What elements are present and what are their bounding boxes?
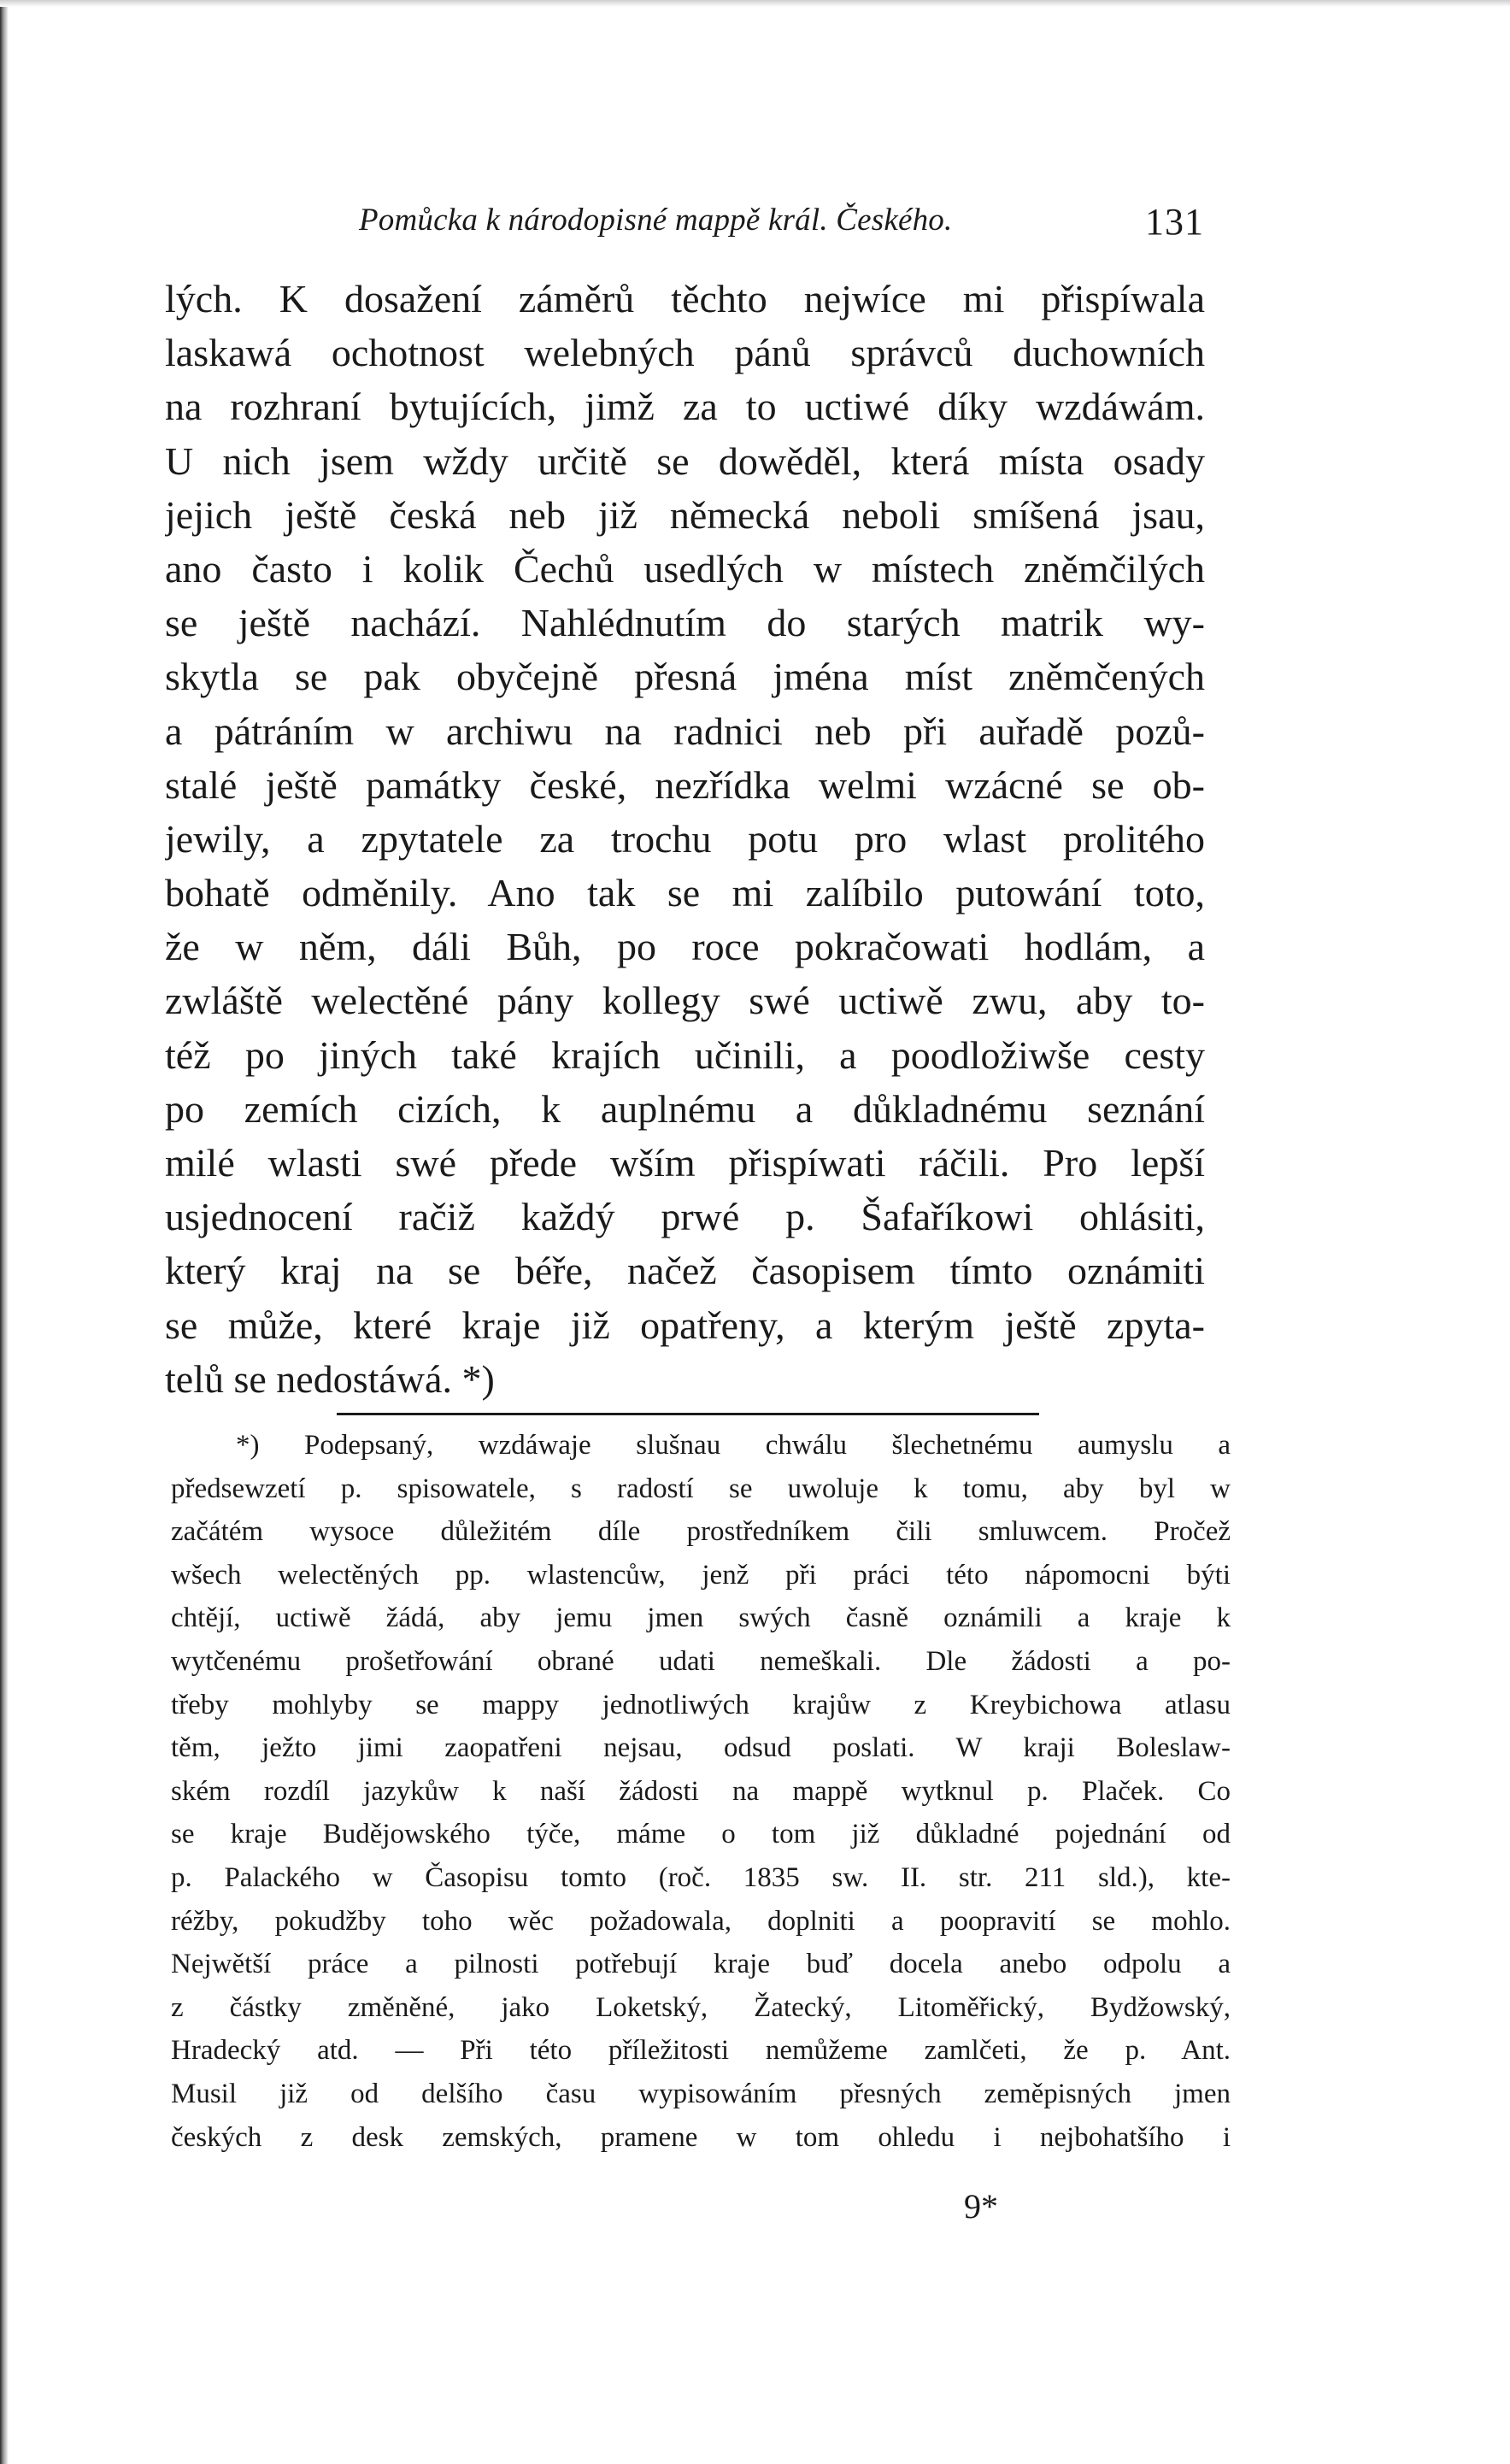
body-line: laskawá ochotnost welebných pánů správců duchowních [165,331,1205,375]
footnote-line: Hradecký atd. — Při této příležitosti nemůžeme zamlčeti, že p. Ant. [171,2035,1231,2067]
scan-edge-left [0,0,9,2464]
body-line: milé wlasti swé přede wším přispíwati ráčili. Pro lepší [165,1141,1205,1185]
running-title: Pomůcka k národopisné mappě král. Českého. [359,203,953,238]
footnote-line: wytčenému prošetřowání obrané udati nemeškali. Dle žádosti a po- [171,1645,1231,1677]
main-text-block [165,272,1205,1406]
body-line: jejich ještě česká neb již německá neboli smíšená jsau, [165,492,1205,537]
footnote-line: těm, ježto jimi zaopatřeni nejsau, odsud poslati. W kraji Boleslaw- [171,1732,1231,1764]
body-line: ano často i kolik Čechů usedlých w místech zněmčilých [165,546,1205,591]
body-line: jewily, a zpytatele za trochu potu pro wlast prolitého [165,816,1205,861]
body-line: skytla se pak obyčejně přesná jména míst zněmčených [165,655,1205,699]
footnote-line: z částky změněné, jako Loketský, Žatecký, Litoměřický, Bydžowský, [171,1991,1231,2023]
body-line: U nich jsem wždy určitě se dowěděl, která místa osady [165,438,1205,483]
footnote-line: Musil již od delšího času wypisowáním přesných zeměpisných jmen [171,2078,1231,2109]
footnote-line: Nejwětší práce a pilnosti potřebují kraje buď docela anebo odpolu a [171,1949,1231,1980]
footnote-line: wšech welectěných pp. wlastencůw, jenž při práci této nápomocni býti [171,1559,1231,1591]
footnote-divider [337,1413,1039,1415]
footnote-line: p. Palackého w Časopisu tomto (roč. 1835 sw. II. str. 211 sld.), kte- [171,1861,1231,1893]
page-number: 131 [1145,201,1204,243]
body-line: bohatě odměnily. Ano tak se mi zalíbilo putowání toto, [165,871,1205,915]
footnote-line: předsewzetí p. spisowatele, s radostí se uwoluje k tomu, aby byl w [171,1473,1231,1504]
body-line-last: telů se nedostáwá. *) [165,1356,495,1401]
footnote-block [171,1424,1231,2159]
body-line: že w něm, dáli Bůh, po roce pokračowati hodlám, a [165,925,1205,969]
body-line: stalé ještě památky české, nezřídka welmi wzácné se ob- [165,762,1205,807]
body-line: též po jiných také krajích učinili, a poodložiwše cesty [165,1032,1205,1077]
footnote-line: chtějí, uctiwě žádá, aby jemu jmen swých časně oznámili a kraje k [171,1602,1231,1634]
body-line: lých. K dosažení záměrů těchto nejwíce mi přispíwala [165,277,1205,320]
footnote-line: českých z desk zemských, pramene w tom ohledu i nejbohatšího i [171,2121,1231,2153]
footnote-line: se kraje Budějowského týče, máme o tom již důkladné pojednání od [171,1819,1231,1850]
body-line: který kraj na se béře, načež časopisem tímto oznámiti [165,1249,1205,1293]
signature-mark: 9* [964,2187,998,2226]
scan-edge-top [0,0,1510,7]
footnote-line: začátém wysoce důležitém díle prostředníkem čili smluwcem. Pročež [171,1516,1231,1548]
body-line: se může, které kraje již opatřeny, a kterým ještě zpyta- [165,1303,1205,1347]
body-line: zwláště welectěné pány kollegy swé uctiwě zwu, aby to- [165,979,1205,1023]
body-line: po zemích cizích, k auplnému a důkladnému seznání [165,1086,1205,1131]
footnote-line: třeby mohlyby se mappy jednotliwých krajůw z Kreybichowa atlasu [171,1689,1231,1720]
footnote-line: ském rozdíl jazykůw k naší žádosti na mappě wytknul p. Plaček. Co [171,1775,1231,1807]
body-line: usjednocení račiž každý prwé p. Šafaříkowi ohlásiti, [165,1195,1205,1239]
footnote-line: réžby, pokudžby toho wěc požadowala, doplniti a poopravití se mohlo. [171,1905,1231,1937]
body-line: na rozhraní bytujících, jimž za to uctiwé díky wzdáwám. [165,385,1205,429]
body-line: se ještě nachází. Nahlédnutím do starých matrik wy- [165,601,1205,645]
footnote-line: *) Podepsaný, wzdáwaje slušnau chwálu šlechetnému aumyslu a [236,1430,1231,1461]
body-line: a pátráním w archiwu na radnici neb při auřadě pozů- [165,709,1205,753]
